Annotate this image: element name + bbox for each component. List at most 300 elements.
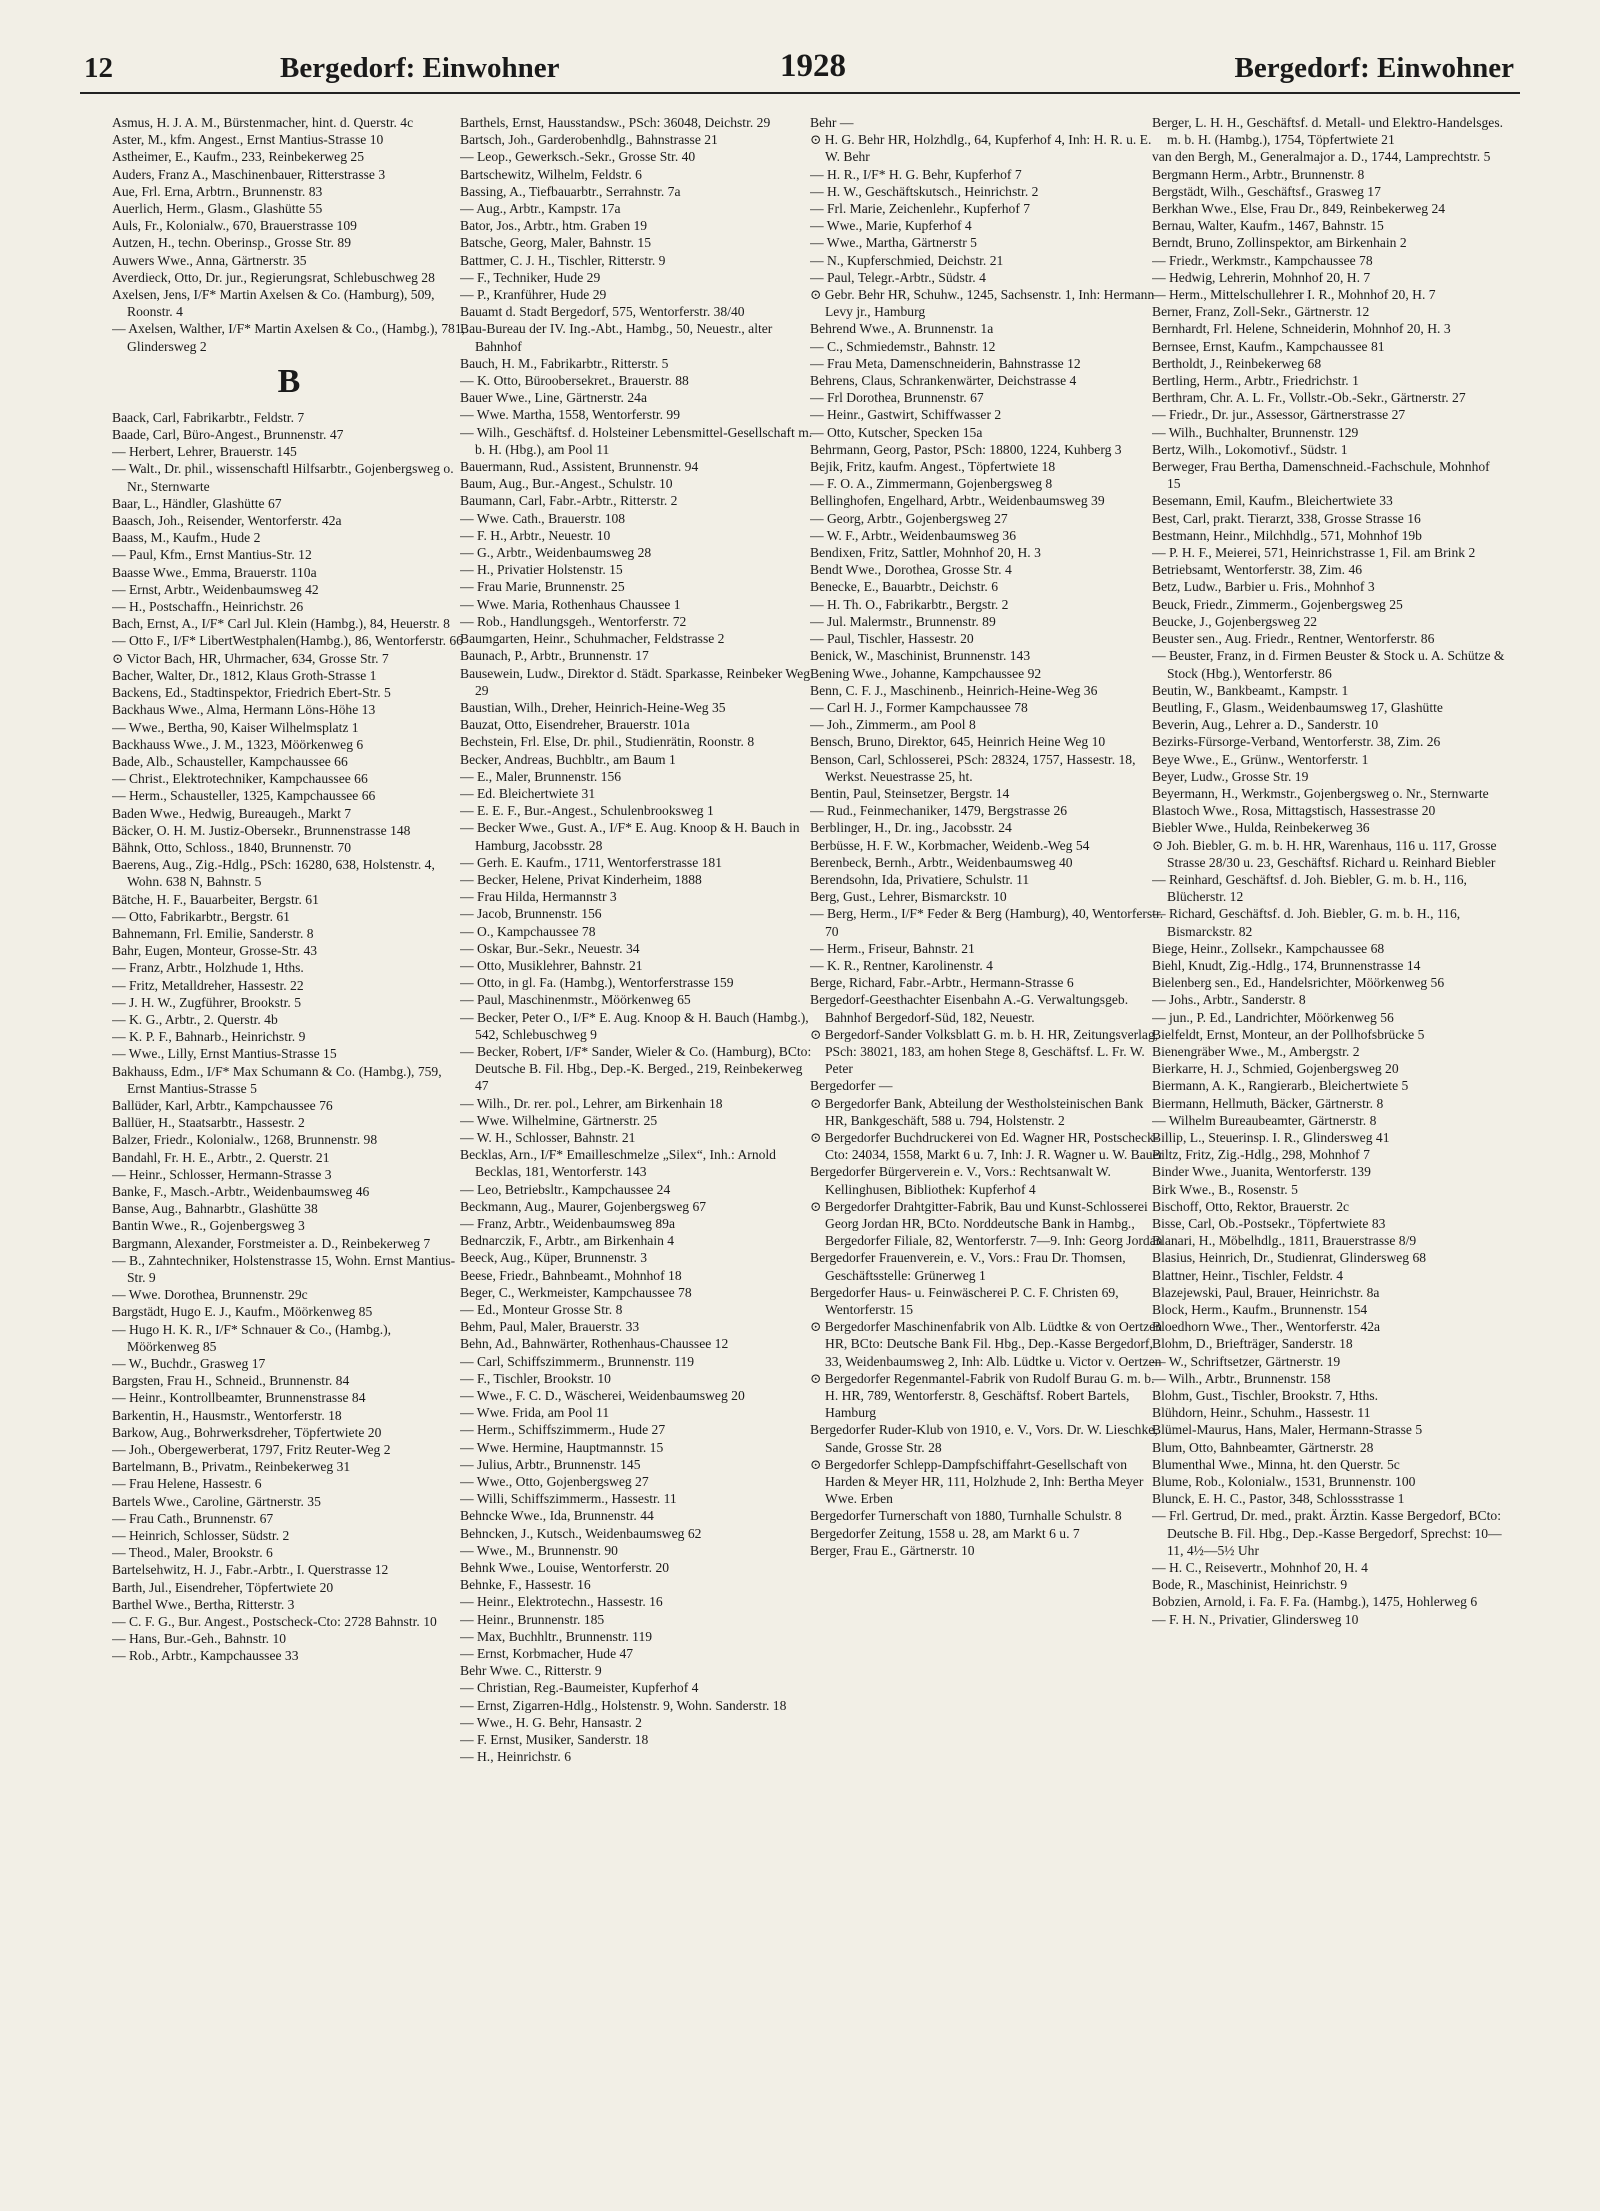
directory-entry: — Franz, Arbtr., Holzhude 1, Hths. xyxy=(112,960,304,976)
directory-entry: — Herm., Friseur, Bahnstr. 21 xyxy=(810,940,975,956)
directory-entry: Berner, Franz, Zoll-Sekr., Gärtnerstr. 12 xyxy=(1152,304,1370,320)
directory-entry: — Rob., Arbtr., Kampchaussee 33 xyxy=(112,1648,299,1664)
directory-entry: Beeck, Aug., Küper, Brunnenstr. 3 xyxy=(460,1250,648,1266)
directory-entry: — K. Otto, Büroobersekret., Brauerstr. 88 xyxy=(460,373,689,389)
directory-entry: — H., Heinrichstr. 6 xyxy=(460,1749,571,1765)
directory-entry: Bertz, Wilh., Lokomotivf., Südstr. 1 xyxy=(1152,441,1348,457)
directory-entry: — W. F., Arbtr., Weidenbaumsweg 36 xyxy=(810,527,1016,543)
directory-entry: — F. H. N., Privatier, Glindersweg 10 xyxy=(1152,1611,1359,1627)
directory-entry: — K. R., Rentner, Karolinenstr. 4 xyxy=(810,957,993,973)
directory-entry: — G., Arbtr., Weidenbaumsweg 28 xyxy=(460,545,652,561)
directory-entry: Bassing, A., Tiefbauarbtr., Serrahnstr. 7a xyxy=(460,183,681,199)
directory-entry: Baass, M., Kaufm., Hude 2 xyxy=(112,530,261,546)
directory-entry: Auerlich, Herm., Glasm., Glashütte 55 xyxy=(112,201,323,217)
directory-entry: — Frau Cath., Brunnenstr. 67 xyxy=(112,1510,274,1526)
directory-entry: Bauzat, Otto, Eisendreher, Brauerstr. 101a xyxy=(460,717,690,733)
directory-entry: Blasius, Heinrich, Dr., Studienrat, Glindersweg 68 xyxy=(1152,1250,1427,1266)
directory-entry: Bergmann Herm., Arbtr., Brunnenstr. 8 xyxy=(1152,166,1365,182)
directory-entry: Berger, L. H. H., Geschäftsf. d. Metall- und Elektro-Handelsges. m. b. H. (Hambg.), 1754, Töpfertwiete 21 xyxy=(1152,115,1504,148)
directory-entry: Blattner, Heinr., Tischler, Feldstr. 4 xyxy=(1152,1267,1344,1283)
directory-entry: Barkow, Aug., Bohrwerksdreher, Töpfertwiete 20 xyxy=(112,1424,382,1440)
directory-entry: — F. Ernst, Musiker, Sanderstr. 18 xyxy=(460,1732,649,1748)
directory-entry: — Frl. Marie, Zeichenlehr., Kupferhof 7 xyxy=(810,201,1031,217)
directory-entry: Bargstädt, Hugo E. J., Kaufm., Möörkenweg 85 xyxy=(112,1304,373,1320)
directory-entry: Bacher, Walter, Dr., 1812, Klaus Groth-Strasse 1 xyxy=(112,667,377,683)
directory-entry: Blanari, H., Möbelhdlg., 1811, Brauerstrasse 8/9 xyxy=(1152,1233,1417,1249)
directory-entry: — Beuster, Franz, in d. Firmen Beuster & Stock u. A. Schütze & Stock (Hbg.), Wentorferstr. 86 xyxy=(1152,648,1505,681)
directory-entry: — Carl, Schiffszimmerm., Brunnenstr. 119 xyxy=(460,1353,695,1369)
directory-entry: — Paul, Kfm., Ernst Mantius-Str. 12 xyxy=(112,547,312,563)
directory-entry: — Axelsen, Walther, I/F* Martin Axelsen & Co., (Hambg.), 781, Glindersweg 2 xyxy=(112,321,466,354)
directory-entry: Bäcker, O. H. M. Justiz-Obersekr., Brunnenstrasse 148 xyxy=(112,822,411,838)
column-1 xyxy=(112,114,466,2194)
directory-entry: Bergedorfer Turnerschaft von 1880, Turnhalle Schulstr. 8 xyxy=(810,1508,1122,1524)
directory-entry: Beese, Friedr., Bahnbeamt., Mohnhof 18 xyxy=(460,1267,682,1283)
directory-entry: Bening Wwe., Johanne, Kampchaussee 92 xyxy=(810,665,1042,681)
directory-entry: — E. E. F., Bur.-Angest., Schulenbrooksweg 1 xyxy=(460,803,714,819)
directory-entry: Blum, Otto, Bahnbeamter, Gärtnerstr. 28 xyxy=(1152,1439,1374,1455)
directory-entry: Berger, Frau E., Gärtnerstr. 10 xyxy=(810,1542,975,1558)
directory-entry: — Wilh., Geschäftsf. d. Holsteiner Lebensmittel-Gesellschaft m. b. H. (Hbg.), am Pool 11 xyxy=(460,424,813,457)
directory-entry: Blastoch Wwe., Rosa, Mittagstisch, Hassestrasse 20 xyxy=(1152,803,1436,819)
directory-entry: Biege, Heinr., Zollsekr., Kampchaussee 68 xyxy=(1152,940,1385,956)
directory-entry: — H., Privatier Holstenstr. 15 xyxy=(460,562,623,578)
directory-entry: Blume, Rob., Kolonialw., 1531, Brunnenstr. 100 xyxy=(1152,1474,1416,1490)
directory-entry: Barkentin, H., Hausmstr., Wentorferstr. 18 xyxy=(112,1407,342,1423)
directory-entry: — Hugo H. K. R., I/F* Schnauer & Co., (Hambg.), Möörkenweg 85 xyxy=(112,1321,392,1354)
directory-entry: Berg, Gust., Lehrer, Bismarckstr. 10 xyxy=(810,889,1007,905)
directory-entry: Backhaus Wwe., Alma, Hermann Löns-Höhe 13 xyxy=(112,702,376,718)
directory-entry: — Berg, Herm., I/F* Feder & Berg (Hamburg), 40, Wentorferstr. 70 xyxy=(810,906,1164,939)
directory-entry: Bauamt d. Stadt Bergedorf, 575, Wentorferstr. 38/40 xyxy=(460,304,745,320)
directory-entry: — H., Postschaffn., Heinrichstr. 26 xyxy=(112,599,304,615)
directory-entry: Backhauss Wwe., J. M., 1323, Möörkenweg 6 xyxy=(112,736,364,752)
directory-entry: Beutling, F., Glasm., Weidenbaumsweg 17, Glashütte xyxy=(1152,699,1443,715)
directory-entry: Biltz, Fritz, Zig.-Hdlg., 298, Mohnhof 7 xyxy=(1152,1147,1370,1163)
directory-entry: — H. Th. O., Fabrikarbtr., Bergstr. 2 xyxy=(810,596,1009,612)
directory-entry: Bischoff, Otto, Rektor, Brauerstr. 2c xyxy=(1152,1198,1350,1214)
directory-entry: — Herm., Schiffszimmerm., Hude 27 xyxy=(460,1422,666,1438)
directory-entry: — Theod., Maler, Brookstr. 6 xyxy=(112,1545,273,1561)
directory-entry: Autzen, H., techn. Oberinsp., Grosse Str. 89 xyxy=(112,235,351,251)
directory-entry: Behr Wwe. C., Ritterstr. 9 xyxy=(460,1663,602,1679)
directory-entry: Bartelmann, B., Privatm., Reinbekerweg 31 xyxy=(112,1459,351,1475)
directory-entry: — Otto, Musiklehrer, Bahnstr. 21 xyxy=(460,957,643,973)
directory-entry: Blohm, D., Briefträger, Sanderstr. 18 xyxy=(1152,1336,1353,1352)
directory-entry: Bau-Bureau der IV. Ing.-Abt., Hambg., 50, Neuestr., alter Bahnhof xyxy=(460,321,773,354)
directory-entry: Bednarczik, F., Arbtr., am Birkenhain 4 xyxy=(460,1233,675,1249)
directory-entry: Behrens, Claus, Schrankenwärter, Deichstrasse 4 xyxy=(810,373,1077,389)
directory-entry: — Ed., Monteur Grosse Str. 8 xyxy=(460,1302,623,1318)
directory-entry: Bade, Alb., Schausteller, Kampchaussee 66 xyxy=(112,753,348,769)
directory-entry: Berndt, Bruno, Zollinspektor, am Birkenhain 2 xyxy=(1152,235,1407,251)
directory-entry: — Wwe., H. G. Behr, Hansastr. 2 xyxy=(460,1714,642,1730)
directory-entry: — Johs., Arbtr., Sanderstr. 8 xyxy=(1152,992,1306,1008)
directory-entry: — F., Techniker, Hude 29 xyxy=(460,269,601,285)
directory-entry: — Otto, Fabrikarbtr., Bergstr. 61 xyxy=(112,908,290,924)
directory-entry: Bernhardt, Frl. Helene, Schneiderin, Mohnhof 20, H. 3 xyxy=(1152,321,1451,337)
directory-entry: Bargsten, Frau H., Schneid., Brunnenstr. 84 xyxy=(112,1373,350,1389)
directory-entry: — Wwe., M., Brunnenstr. 90 xyxy=(460,1542,618,1558)
directory-entry: — Franz, Arbtr., Weidenbaumsweg 89a xyxy=(460,1216,675,1231)
directory-entry: Bartschewitz, Wilhelm, Feldstr. 6 xyxy=(460,166,642,182)
directory-entry: — Heinrich, Schlosser, Südstr. 2 xyxy=(112,1528,290,1544)
directory-entry: Bendixen, Fritz, Sattler, Mohnhof 20, H. 3 xyxy=(810,545,1041,561)
directory-entry: Behm, Paul, Maler, Brauerstr. 33 xyxy=(460,1319,640,1335)
directory-entry: — C. F. G., Bur. Angest., Postscheck-Cto: 2728 Bahnstr. 10 xyxy=(112,1614,437,1630)
directory-entry: Blazejewski, Paul, Brauer, Heinrichstr. 8a xyxy=(1152,1284,1380,1300)
directory-entry: Baustian, Wilh., Dreher, Heinrich-Heine-Weg 35 xyxy=(460,699,726,715)
directory-entry: Aue, Frl. Erna, Arbtrn., Brunnenstr. 83 xyxy=(112,183,323,199)
directory-entry: — Christian, Reg.-Baumeister, Kupferhof 4 xyxy=(460,1680,699,1696)
directory-entry: — Max, Buchhltr., Brunnenstr. 119 xyxy=(460,1628,653,1644)
directory-entry: — Ernst, Arbtr., Weidenbaumsweg 42 xyxy=(112,581,319,597)
directory-entry: Baerens, Aug., Zig.-Hdlg., PSch: 16280, 638, Holstenstr. 4, Wohn. 638 N, Bahnstr. 5 xyxy=(112,857,435,890)
directory-entry: — Richard, Geschäftsf. d. Joh. Biebler, G. m. b. H., 116, Bismarckstr. 82 xyxy=(1152,906,1461,939)
directory-entry: — B., Zahntechniker, Holstenstrasse 15, Wohn. Ernst Mantius-Str. 9 xyxy=(112,1252,456,1285)
directory-entry: — Christ., Elektrotechniker, Kampchaussee 66 xyxy=(112,771,368,787)
directory-entry: Beye Wwe., E., Grünw., Wentorferstr. 1 xyxy=(1152,751,1369,767)
directory-entry: — Joh., Zimmerm., am Pool 8 xyxy=(810,717,976,733)
directory-entry: — W., Buchdr., Grasweg 17 xyxy=(112,1356,266,1372)
directory-entry: — Willi, Schiffszimmerm., Hassestr. 11 xyxy=(460,1491,677,1507)
directory-entry: — Jacob, Brunnenstr. 156 xyxy=(460,906,602,922)
directory-entry: — Wwe., F. C. D., Wäscherei, Weidenbaumsweg 20 xyxy=(460,1388,745,1404)
directory-entry: — Heinr., Gastwirt, Schiffwasser 2 xyxy=(810,407,1002,423)
directory-entry: — Ernst, Korbmacher, Hude 47 xyxy=(460,1646,634,1662)
directory-entry: Axelsen, Jens, I/F* Martin Axelsen & Co. (Hamburg), 509, Roonstr. 4 xyxy=(112,287,435,320)
directory-entry: — Wwe., Lilly, Ernst Mantius-Strasse 15 xyxy=(112,1046,337,1062)
directory-entry: — Georg, Arbtr., Gojenbergsweg 27 xyxy=(810,510,1008,526)
directory-entry: Blumenthal Wwe., Minna, ht. den Querstr. 5c xyxy=(1152,1456,1400,1472)
directory-entry: Aster, M., kfm. Angest., Ernst Mantius-Strasse 10 xyxy=(112,132,384,148)
directory-entry: — Oskar, Bur.-Sekr., Neuestr. 34 xyxy=(460,940,640,956)
directory-entry: Bisse, Carl, Ob.-Postsekr., Töpfertwiete 83 xyxy=(1152,1216,1386,1231)
directory-entry: ⊙ Bergedorfer Drahtgitter-Fabrik, Bau und Kunst-Schlosserei Georg Jordan HR, BCto. Norddeutsche Bank in Hambg., Bergedorfer Filiale, 82, Wentorferstr. 7—9. Inh: Georg Jordan xyxy=(810,1198,1163,1249)
directory-entry: Benick, W., Maschinist, Brunnenstr. 143 xyxy=(810,648,1031,664)
directory-entry: Bandahl, Fr. H. E., Arbtr., 2. Querstr. 21 xyxy=(112,1149,330,1165)
directory-entry: — O., Kampchaussee 78 xyxy=(460,923,596,939)
directory-entry: — H. R., I/F* H. G. Behr, Kupferhof 7 xyxy=(810,166,1022,182)
directory-entry: Bendt Wwe., Dorothea, Grosse Str. 4 xyxy=(810,562,1012,578)
directory-entry: — E., Maler, Brunnenstr. 156 xyxy=(460,768,622,784)
directory-entry: Bator, Jos., Arbtr., htm. Graben 19 xyxy=(460,218,648,234)
directory-entry: — Frl Dorothea, Brunnenstr. 67 xyxy=(810,390,984,406)
directory-entry: — Becker, Peter O., I/F* E. Aug. Knoop & H. Bauch (Hambg.), 542, Schlebuschweg 9 xyxy=(460,1009,809,1042)
directory-entry: Billip, L., Steuerinsp. I. R., Glindersweg 41 xyxy=(1152,1129,1390,1145)
directory-entry: Auwers Wwe., Anna, Gärtnerstr. 35 xyxy=(112,252,307,268)
directory-entry: Baunach, P., Arbtr., Brunnenstr. 17 xyxy=(460,648,649,664)
directory-entry: Ballüer, H., Staatsarbtr., Hassestr. 2 xyxy=(112,1115,305,1131)
directory-entry: — F. H., Arbtr., Neuestr. 10 xyxy=(460,527,611,543)
directory-entry: — W., Schriftsetzer, Gärtnerstr. 19 xyxy=(1152,1353,1341,1369)
directory-entry: — Wwe. Maria, Rothenhaus Chaussee 1 xyxy=(460,596,681,612)
directory-entry: Bargmann, Alexander, Forstmeister a. D., Reinbekerweg 7 xyxy=(112,1235,431,1251)
directory-entry: Bantin Wwe., R., Gojenbergsweg 3 xyxy=(112,1218,305,1234)
directory-entry: — Frau Meta, Damenschneiderin, Bahnstrasse 12 xyxy=(810,355,1081,371)
directory-entry: — Wwe. Hermine, Hauptmannstr. 15 xyxy=(460,1439,664,1455)
directory-entry: — Wwe., Marie, Kupferhof 4 xyxy=(810,218,972,234)
directory-entry: — Herm., Mittelschullehrer I. R., Mohnhof 20, H. 7 xyxy=(1152,287,1436,303)
directory-entry: Bechstein, Frl. Else, Dr. phil., Studienrätin, Roonstr. 8 xyxy=(460,734,755,750)
directory-entry: — Frau Hilda, Hermannstr 3 xyxy=(460,889,617,905)
directory-entry: Bergstädt, Wilh., Geschäftsf., Grasweg 17 xyxy=(1152,183,1381,199)
directory-entry: Bellinghofen, Engelhard, Arbtr., Weidenbaumsweg 39 xyxy=(810,493,1105,509)
directory-entry: — K. G., Arbtr., 2. Querstr. 4b xyxy=(112,1011,278,1027)
directory-entry: Barthels, Ernst, Hausstandsw., PSch: 36048, Deichstr. 29 xyxy=(460,115,771,130)
directory-entry: — Wwe. Martha, 1558, Wentorferstr. 99 xyxy=(460,407,681,423)
directory-entry: Bienengräber Wwe., M., Ambergstr. 2 xyxy=(1152,1043,1360,1059)
directory-entry: — H. C., Reisevertr., Mohnhof 20, H. 4 xyxy=(1152,1560,1368,1576)
directory-entry: Berendsohn, Ida, Privatiere, Schulstr. 11 xyxy=(810,871,1030,887)
directory-entry: Bestmann, Heinr., Milchhdlg., 571, Mohnhof 19b xyxy=(1152,527,1422,543)
directory-entry: Batsche, Georg, Maler, Bahnstr. 15 xyxy=(460,235,651,251)
directory-entry: Biermann, A. K., Rangierarb., Bleichertwiete 5 xyxy=(1152,1078,1409,1094)
directory-entry: — Becker, Helene, Privat Kinderheim, 1888 xyxy=(460,871,702,887)
directory-entry: — Wwe., Bertha, 90, Kaiser Wilhelmsplatz 1 xyxy=(112,719,359,735)
directory-entry: — Jul. Malermstr., Brunnenstr. 89 xyxy=(810,613,996,629)
directory-entry: Bergedorfer Bürgerverein e. V., Vors.: Rechtsanwalt W. Kellinghusen, Bibliothek: Kupferhof 4 xyxy=(810,1164,1111,1197)
directory-entry: Bezirks-Fürsorge-Verband, Wentorferstr. 38, Zim. 26 xyxy=(1152,734,1441,750)
directory-entry: Astheimer, E., Kaufm., 233, Reinbekerweg 25 xyxy=(112,149,365,165)
directory-entry: Beuck, Friedr., Zimmerm., Gojenbergsweg 25 xyxy=(1152,596,1403,612)
directory-entry: Blohm, Gust., Tischler, Brookstr. 7, Hths. xyxy=(1152,1388,1379,1404)
directory-entry: Behncke Wwe., Ida, Brunnenstr. 44 xyxy=(460,1508,654,1524)
directory-entry: — Fritz, Metalldreher, Hassestr. 22 xyxy=(112,977,304,993)
directory-entry: — Carl H. J., Former Kampchaussee 78 xyxy=(810,699,1028,715)
directory-entry: Becklas, Arn., I/F* Emailleschmelze „Silex“, Inh.: Arnold Becklas, 181, Wentorferstr. 143 xyxy=(460,1147,776,1180)
directory-entry: — Paul, Telegr.-Arbtr., Südstr. 4 xyxy=(810,269,986,285)
directory-entry: Baasse Wwe., Emma, Brauerstr. 110a xyxy=(112,564,317,580)
directory-entry: — Heinr., Kontrollbeamter, Brunnenstrasse 84 xyxy=(112,1390,366,1406)
directory-entry: Backens, Ed., Stadtinspektor, Friedrich Ebert-Str. 5 xyxy=(112,685,391,701)
directory-entry: Berweger, Frau Bertha, Damenschneid.-Fachschule, Mohnhof 15 xyxy=(1152,459,1490,492)
directory-entry: Benson, Carl, Schlosserei, PSch: 28324, 1757, Hassestr. 18, Werkst. Neuestrasse 25, ht. xyxy=(810,751,1136,784)
directory-entry: Beyer, Ludw., Grosse Str. 19 xyxy=(1152,768,1309,784)
directory-entry: Bensch, Bruno, Direktor, 645, Heinrich Heine Weg 10 xyxy=(810,734,1106,750)
directory-entry: Averdieck, Otto, Dr. jur., Regierungsrat, Schlebuschweg 28 xyxy=(112,269,435,285)
directory-entry: Bergedorfer Haus- u. Feinwäscherei P. C. F. Christen 69, Wentorferstr. 15 xyxy=(810,1284,1119,1318)
directory-entry: — Gerh. E. Kaufm., 1711, Wentorferstrasse 181 xyxy=(460,854,723,870)
directory-entry: Battmer, C. J. H., Tischler, Ritterstr. 9 xyxy=(460,252,666,268)
directory-entry: — Otto, in gl. Fa. (Hambg.), Wentorferstrasse 159 xyxy=(460,975,734,991)
directory-entry: — Becker, Robert, I/F* Sander, Wieler & Co. (Hamburg), BCto: Deutsche B. Fil. Hbg., Dep.-K. Berged., 219, Reinbekerweg 47 xyxy=(460,1043,812,1094)
directory-entry: ⊙ Bergedorfer Maschinenfabrik von Alb. Lüdtke & von Oertzen HR, BCto: Deutsche Bank Fil. Hbg., Dep.-Kasse Bergedorf, 33, Weidenbaumsweg 2, Inh: Alb. Lüdtke u. Victor v. Oertzen xyxy=(810,1319,1163,1369)
directory-entry: Bertholdt, J., Reinbekerweg 68 xyxy=(1152,355,1322,371)
directory-entry: Benn, C. F. J., Maschinenb., Heinrich-Heine-Weg 36 xyxy=(810,682,1098,698)
directory-entry: Birk Wwe., B., Rosenstr. 5 xyxy=(1152,1181,1298,1197)
directory-entry: — Wilh., Buchhalter, Brunnenstr. 129 xyxy=(1152,424,1359,440)
directory-entry: — Wilhelm Bureaubeamter, Gärtnerstr. 8 xyxy=(1152,1112,1377,1128)
directory-entry: — Heinr., Elektrotechn., Hassestr. 16 xyxy=(460,1594,663,1610)
directory-entry: Beyermann, H., Werkmstr., Gojenbergsweg o. Nr., Sternwarte xyxy=(1152,785,1489,801)
directory-entry: — Frau Marie, Brunnenstr. 25 xyxy=(460,579,625,595)
directory-entry: Bergedorf-Geesthachter Eisenbahn A.-G. Verwaltungsgeb. Bahnhof Bergedorf-Süd, 182, Neuestr. xyxy=(810,992,1129,1025)
directory-entry: Bähnk, Otto, Schloss., 1840, Brunnenstr. 70 xyxy=(112,839,352,855)
directory-entry: — Hedwig, Lehrerin, Mohnhof 20, H. 7 xyxy=(1152,269,1371,285)
directory-entry: van den Bergh, M., Generalmajor a. D., 1744, Lamprechtstr. 5 xyxy=(1152,149,1491,165)
directory-entry: — Wwe. Cath., Brauerstr. 108 xyxy=(460,510,626,526)
directory-entry: Bertling, Herm., Arbtr., Friedrichstr. 1 xyxy=(1152,373,1359,389)
header-year: 1928 xyxy=(780,48,846,84)
directory-entry: Behrend Wwe., A. Brunnenstr. 1a xyxy=(810,321,994,337)
directory-entry: Berge, Richard, Fabr.-Arbtr., Hermann-Strasse 6 xyxy=(810,975,1074,991)
column-2 xyxy=(460,114,814,2194)
directory-entry: — Paul, Tischler, Hassestr. 20 xyxy=(810,631,974,647)
directory-entry: — F. O. A., Zimmermann, Gojenbergsweg 8 xyxy=(810,476,1053,492)
directory-entry: — Ernst, Zigarren-Hdlg., Holstenstr. 9, Wohn. Sanderstr. 18 xyxy=(460,1697,787,1713)
directory-entry: ⊙ H. G. Behr HR, Holzhdlg., 64, Kupferhof 4, Inh: H. R. u. E. W. Behr xyxy=(810,132,1152,165)
header-title-left: Bergedorf: Einwohner xyxy=(280,52,560,84)
directory-entry: — Julius, Arbtr., Brunnenstr. 145 xyxy=(460,1456,641,1472)
directory-entry: Ballüder, Karl, Arbtr., Kampchaussee 76 xyxy=(112,1097,333,1113)
directory-entry: Bauch, H. M., Fabrikarbtr., Ritterstr. 5 xyxy=(460,355,669,371)
directory-entry: ⊙ Joh. Biebler, G. m. b. H. HR, Warenhaus, 116 u. 117, Grosse Strasse 28/30 u. 23, Geschäftsf. Richard u. Reinhard Biebler xyxy=(1152,837,1497,870)
directory-entry: ⊙ Gebr. Behr HR, Schuhw., 1245, Sachsenstr. 1, Inh: Hermann Levy jr., Hamburg xyxy=(810,287,1155,320)
directory-entry: Blunck, E. H. C., Pastor, 348, Schlossstrasse 1 xyxy=(1152,1491,1405,1507)
directory-entry: Bergedorfer — xyxy=(810,1078,893,1094)
directory-entry: — P. H. F., Meierei, 571, Heinrichstrasse 1, Fil. am Brink 2 xyxy=(1152,545,1476,561)
directory-entry: — Leo, Betriebsltr., Kampchaussee 24 xyxy=(460,1181,671,1197)
directory-entry: Bloedhorn Wwe., Ther., Wentorferstr. 42a xyxy=(1152,1319,1381,1335)
directory-entry: Bartelsehwitz, H. J., Fabr.-Arbtr., I. Querstrasse 12 xyxy=(112,1562,389,1578)
directory-entry: Beutin, W., Bankbeamt., Kampstr. 1 xyxy=(1152,682,1349,698)
directory-entry: Beucke, J., Gojenbergsweg 22 xyxy=(1152,613,1318,629)
section-letter: B xyxy=(277,362,301,400)
directory-entry: — Rud., Feinmechaniker, 1479, Bergstrasse 26 xyxy=(810,803,1068,819)
directory-entry: Bauermann, Rud., Assistent, Brunnenstr. 94 xyxy=(460,459,699,475)
directory-entry: Bätche, H. F., Bauarbeiter, Bergstr. 61 xyxy=(112,891,319,907)
directory-entry: — Frau Helene, Hassestr. 6 xyxy=(112,1476,262,1492)
directory-entry: Baack, Carl, Fabrikarbtr., Feldstr. 7 xyxy=(112,409,305,425)
directory-entry: Bergedorfer Frauenverein, e. V., Vors.: Frau Dr. Thomsen, Geschäftsstelle: Grünerweg 1 xyxy=(810,1250,1126,1283)
directory-entry: Betz, Ludw., Barbier u. Fris., Mohnhof 3 xyxy=(1152,579,1375,595)
directory-entry: Bentin, Paul, Steinsetzer, Bergstr. 14 xyxy=(810,785,1010,801)
directory-entry: — Wwe., Otto, Gojenbergsweg 27 xyxy=(460,1474,649,1490)
directory-entry: Barthel Wwe., Bertha, Ritterstr. 3 xyxy=(112,1596,295,1612)
directory-entry: Best, Carl, prakt. Tierarzt, 338, Grosse Strasse 16 xyxy=(1152,510,1421,526)
directory-entry: — Becker Wwe., Gust. A., I/F* E. Aug. Knoop & H. Bauch in Hamburg, Jacobsstr. 28 xyxy=(460,820,800,853)
directory-entry: ⊙ Bergedorfer Schlepp-Dampfschiffahrt-Gesellschaft von Harden & Meyer HR, 111, Holzhude 2, Inh: Bertha Meyer Wwe. Erben xyxy=(810,1456,1144,1507)
directory-entry: ⊙ Bergedorfer Regenmantel-Fabrik von Rudolf Burau G. m. b. H. HR, 789, Wentorferstr. 8, Geschäftsf. Robert Bartels, Hamburg xyxy=(810,1370,1155,1421)
directory-entry: — Friedr., Dr. jur., Assessor, Gärtnerstrasse 27 xyxy=(1152,407,1406,423)
directory-entry: — Walt., Dr. phil., wissenschaftl Hilfsarbtr., Gojenbergsweg o. Nr., Sternwarte xyxy=(112,461,454,494)
directory-entry: Bejik, Fritz, kaufm. Angest., Töpfertwiete 18 xyxy=(810,459,1056,475)
directory-entry: Bielfeldt, Ernst, Monteur, an der Pollhofsbrücke 5 xyxy=(1152,1026,1425,1042)
directory-entry: — F., Tischler, Brookstr. 10 xyxy=(460,1370,611,1386)
directory-entry: Berkhan Wwe., Else, Frau Dr., 849, Reinbekerweg 24 xyxy=(1152,201,1446,217)
directory-entry: Block, Herm., Kaufm., Brunnenstr. 154 xyxy=(1152,1302,1368,1318)
directory-entry: Bakhauss, Edm., I/F* Max Schumann & Co. (Hambg.), 759, Ernst Mantius-Strasse 5 xyxy=(112,1063,442,1096)
directory-entry: — Otto, Kutscher, Specken 15a xyxy=(810,424,983,440)
directory-entry: — Wilh., Dr. rer. pol., Lehrer, am Birkenhain 18 xyxy=(460,1095,723,1111)
page-header xyxy=(80,48,1520,94)
directory-entry: Bode, R., Maschinist, Heinrichstr. 9 xyxy=(1152,1577,1348,1593)
directory-entry: Baden Wwe., Hedwig, Bureaugeh., Markt 7 xyxy=(112,805,352,821)
directory-entry: Bernsee, Ernst, Kaufm., Kampchaussee 81 xyxy=(1152,338,1385,354)
directory-entry: Beverin, Aug., Lehrer a. D., Sanderstr. 10 xyxy=(1152,717,1379,733)
directory-entry: Binder Wwe., Juanita, Wentorferstr. 139 xyxy=(1152,1164,1371,1180)
directory-entry: Asmus, H. J. A. M., Bürstenmacher, hint. d. Querstr. 4c xyxy=(112,115,414,130)
directory-entry: — Heinr., Schlosser, Hermann-Strasse 3 xyxy=(112,1166,332,1182)
directory-entry: Berblinger, H., Dr. ing., Jacobsstr. 24 xyxy=(810,820,1012,836)
directory-entry: — Hans, Bur.-Geh., Bahnstr. 10 xyxy=(112,1631,287,1647)
directory-entry: Bergedorfer Ruder-Klub von 1910, e. V., Vors. Dr. W. Lieschke, Sande, Grosse Str. 28 xyxy=(810,1422,1158,1455)
directory-entry: — jun., P. Ed., Landrichter, Möörkenweg 56 xyxy=(1152,1009,1394,1025)
column-4 xyxy=(1152,114,1506,2194)
directory-entry: Behnke, F., Hassestr. 16 xyxy=(460,1577,591,1593)
directory-entry: — Paul, Maschinenmstr., Möörkenweg 65 xyxy=(460,992,691,1008)
directory-entry: — H. W., Geschäftskutsch., Heinrichstr. 2 xyxy=(810,183,1039,199)
directory-entry: — Wilh., Arbtr., Brunnenstr. 158 xyxy=(1152,1370,1331,1386)
directory-entry: — Rob., Handlungsgeh., Wentorferstr. 72 xyxy=(460,613,687,629)
directory-entry: — Friedr., Werkmstr., Kampchaussee 78 xyxy=(1152,252,1373,268)
directory-entry: Baade, Carl, Büro-Angest., Brunnenstr. 47 xyxy=(112,427,344,443)
directory-entry: Behncken, J., Kutsch., Weidenbaumsweg 62 xyxy=(460,1525,702,1541)
directory-entry: ⊙ Victor Bach, HR, Uhrmacher, 634, Grosse Str. 7 xyxy=(112,650,389,666)
directory-entry: Baar, L., Händler, Glashütte 67 xyxy=(112,495,282,511)
directory-entry: Beger, C., Werkmeister, Kampchaussee 78 xyxy=(460,1284,692,1300)
directory-entry: Behn, Ad., Bahnwärter, Rothenhaus-Chaussee 12 xyxy=(460,1336,729,1352)
directory-entry: Behrmann, Georg, Pastor, PSch: 18800, 1224, Kuhberg 3 xyxy=(810,441,1122,457)
directory-entry: — Herm., Schausteller, 1325, Kampchaussee 66 xyxy=(112,788,376,804)
directory-entry: Barth, Jul., Eisendreher, Töpfertwiete 20 xyxy=(112,1579,334,1595)
directory-entry: Bahnemann, Frl. Emilie, Sanderstr. 8 xyxy=(112,925,314,941)
directory-entry: Bartels Wwe., Caroline, Gärtnerstr. 35 xyxy=(112,1493,321,1509)
directory-entry: Beckmann, Aug., Maurer, Gojenbergsweg 67 xyxy=(460,1198,707,1214)
directory-entry: — Aug., Arbtr., Kampstr. 17a xyxy=(460,201,621,217)
directory-entry: — K. P. F., Bahnarb., Heinrichstr. 9 xyxy=(112,1029,306,1045)
directory-entry: ⊙ Bergedorf-Sander Volksblatt G. m. b. H. HR, Zeitungsverlag, PSch: 38021, 183, am hohen Stege 8, Geschäftsf. L. Fr. W. Peter xyxy=(810,1026,1159,1077)
directory-entry: — Ed. Bleichertwiete 31 xyxy=(460,785,596,801)
directory-entry: — Wwe., Martha, Gärtnerstr 5 xyxy=(810,235,977,251)
directory-entry: — N., Kupferschmied, Deichstr. 21 xyxy=(810,252,1004,268)
directory-entry: Auders, Franz A., Maschinenbauer, Ritterstrasse 3 xyxy=(112,166,386,182)
directory-entry: Betriebsamt, Wentorferstr. 38, Zim. 46 xyxy=(1152,562,1363,578)
directory-entry: Becker, Andreas, Buchbltr., am Baum 1 xyxy=(460,751,676,767)
directory-entry: Biehl, Knudt, Zig.-Hdlg., 174, Brunnenstrasse 14 xyxy=(1152,957,1421,973)
directory-entry: Baasch, Joh., Reisender, Wentorferstr. 42a xyxy=(112,513,342,529)
directory-entry: Baum, Aug., Bur.-Angest., Schulstr. 10 xyxy=(460,476,673,492)
directory-entry: — Wwe. Frida, am Pool 11 xyxy=(460,1405,610,1421)
directory-entry: ⊙ Bergedorfer Bank, Abteilung der Westholsteinischen Bank HR, Bankgeschäft, 588 u. 794, Holstenstr. 2 xyxy=(810,1095,1144,1128)
directory-entry: — Otto F., I/F* LibertWestphalen(Hambg.), 86, Wentorferstr. 66 xyxy=(112,633,463,649)
header-title-right: Bergedorf: Einwohner xyxy=(1234,52,1514,84)
directory-entry: — Herbert, Lehrer, Brauerstr. 145 xyxy=(112,444,297,460)
directory-entry: Berthram, Chr. A. L. Fr., Vollstr.-Ob.-Sekr., Gärtnerstr. 27 xyxy=(1152,390,1466,406)
directory-entry: Blümel-Maurus, Hans, Maler, Hermann-Strasse 5 xyxy=(1152,1422,1423,1438)
directory-entry: Benecke, E., Bauarbtr., Deichstr. 6 xyxy=(810,579,998,595)
directory-entry: Bernau, Walter, Kaufm., 1467, Bahnstr. 15 xyxy=(1152,218,1384,234)
directory-entry: Baumgarten, Heinr., Schuhmacher, Feldstrasse 2 xyxy=(460,631,725,647)
directory-entry: — Reinhard, Geschäftsf. d. Joh. Biebler, G. m. b. H., 116, Blücherstr. 12 xyxy=(1152,871,1467,905)
directory-entry: Biermann, Hellmuth, Bäcker, Gärtnerstr. 8 xyxy=(1152,1095,1384,1111)
directory-entry: Bahr, Eugen, Monteur, Grosse-Str. 43 xyxy=(112,943,318,959)
directory-entry: — Frl. Gertrud, Dr. med., prakt. Ärztin. Kasse Bergedorf, BCto: Deutsche B. Fil. Hbg., Dep.-Kasse Bergedorf, Sprechst: 10—11, 4½—5½ Uhr xyxy=(1152,1508,1502,1558)
directory-entry: — Leop., Gewerksch.-Sekr., Grosse Str. 40 xyxy=(460,149,696,165)
directory-entry: — C., Schmiedemstr., Bahnstr. 12 xyxy=(810,338,996,354)
page-number: 12 xyxy=(84,52,113,84)
directory-entry: Bobzien, Arnold, i. Fa. F. Fa. (Hambg.), 1475, Hohlerweg 6 xyxy=(1152,1594,1478,1610)
directory-entry: Auls, Fr., Kolonialw., 670, Brauerstrasse 109 xyxy=(112,218,357,234)
directory-entry: Berenbeck, Bernh., Arbtr., Weidenbaumsweg 40 xyxy=(810,854,1073,870)
directory-entry: Bergedorfer Zeitung, 1558 u. 28, am Markt 6 u. 7 xyxy=(810,1525,1080,1541)
directory-entry: — Joh., Obergewerberat, 1797, Fritz Reuter-Weg 2 xyxy=(112,1442,391,1458)
directory-entry: Banse, Aug., Bahnarbtr., Glashütte 38 xyxy=(112,1201,318,1217)
directory-entry: Bauer Wwe., Line, Gärtnerstr. 24a xyxy=(460,390,647,406)
directory-entry: Bielenberg sen., Ed., Handelsrichter, Möörkenweg 56 xyxy=(1152,975,1445,991)
directory-entry: Bausewein, Ludw., Direktor d. Städt. Sparkasse, Reinbeker Weg 29 xyxy=(460,665,810,698)
